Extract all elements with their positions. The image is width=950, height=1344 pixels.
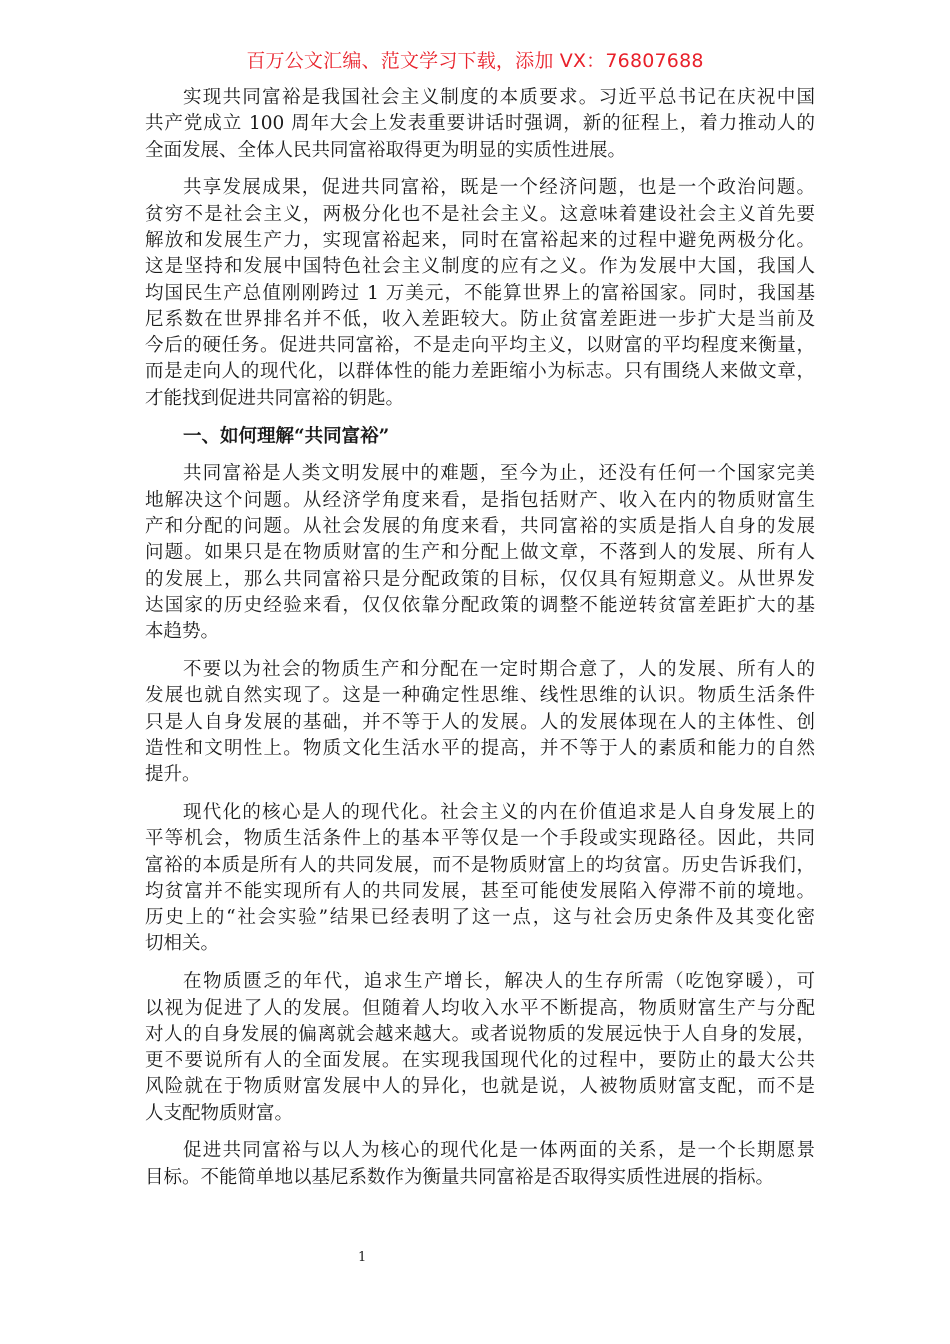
- text-line: 均国民生产总值刚刚跨过 1 万美元，不能算世界上的富裕国家。同时，我国基: [145, 282, 815, 304]
- text-line: 均贫富并不能实现所有人的共同发展，甚至可能使发展陷入停滞不前的境地。: [145, 880, 815, 902]
- text-line: 解放和发展生产力，实现富裕起来，同时在富裕起来的过程中避免两极分化。: [145, 229, 815, 251]
- text-line: 的发展上，那么共同富裕只是分配政策的目标，仅仅具有短期意义。从世界发: [145, 568, 815, 590]
- paragraph: [145, 969, 815, 1127]
- text-line: 尼系数在世界排名并不低，收入差距较大。防止贫富差距进一步扩大是当前及: [145, 308, 815, 330]
- paragraph: [145, 800, 815, 958]
- text-line: 才能找到促进共同富裕的钥匙。: [145, 387, 405, 409]
- paragraph: [145, 657, 815, 788]
- text-line: 人支配物质财富。: [145, 1102, 294, 1124]
- text-line: 现代化的核心是人的现代化。社会主义的内在价值追求是人自身发展上的: [183, 801, 815, 823]
- text-line: 只是人自身发展的基础，并不等于人的发展。人的发展体现在人的主体性、创: [145, 711, 815, 733]
- text-line: 造性和文明性上。物质文化生活水平的提高，并不等于人的素质和能力的自然: [145, 737, 815, 759]
- paragraph: [145, 175, 815, 412]
- text-line: 对人的自身发展的偏离就会越来越大。或者说物质的发展远快于人自身的发展，: [145, 1023, 815, 1045]
- text-line: 本趋势。: [145, 621, 220, 643]
- text-line: 发展也就自然实现了。这是一种确定性思维、线性思维的认识。物质生活条件: [145, 685, 815, 707]
- text-line: 产和分配的问题。从社会发展的角度来看，共同富裕的实质是指人自身的发展: [145, 515, 815, 537]
- page-number: 1: [358, 1250, 367, 1265]
- text-line: 共享发展成果，促进共同富裕，既是一个经济问题，也是一个政治问题。: [183, 177, 815, 199]
- text-line: 历史上的“社会实验”结果已经表明了这一点，这与社会历史条件及其变化密: [145, 907, 815, 929]
- text-line: 提升。: [145, 764, 201, 786]
- text-line: 一、如何理解“共同富裕”: [183, 425, 390, 447]
- text-line: 更不要说所有人的全面发展。在实现我国现代化的过程中，要防止的最大公共: [145, 1050, 815, 1072]
- document-body: [145, 85, 815, 1203]
- text-line: 富裕的本质是所有人的共同发展，而不是物质财富上的均贫富。历史告诉我们，: [145, 854, 815, 876]
- text-line: 共同富裕是人类文明发展中的难题，至今为止，还没有任何一个国家完美: [183, 463, 815, 485]
- text-line: 目标。不能简单地以基尼系数作为衡量共同富裕是否取得实质性进展的指标。: [145, 1166, 775, 1188]
- text-line: 切相关。: [145, 933, 220, 955]
- text-line: 达国家的历史经验来看，仅仅依靠分配政策的调整不能逆转贫富差距扩大的基: [145, 594, 815, 616]
- text-line: 风险就在于物质财富发展中人的异化，也就是说，人被物质财富支配，而不是: [145, 1076, 815, 1098]
- text-line: 共产党成立 100 周年大会上发表重要讲话时强调，新的征程上，着力推动人的: [145, 113, 815, 135]
- download-banner: 百万公文汇编、范文学习下载，添加 VX：76807688: [246, 50, 704, 72]
- section-heading: [145, 424, 815, 450]
- text-line: 贫穷不是社会主义，两极分化也不是社会主义。这意味着建设社会主义首先要: [145, 203, 815, 225]
- text-line: 全面发展、全体人民共同富裕取得更为明显的实质性进展。: [145, 139, 627, 161]
- text-line: 这是坚持和发展中国特色社会主义制度的应有之义。作为发展中大国，我国人: [145, 256, 815, 278]
- text-line: 而是走向人的现代化，以群体性的能力差距缩小为标志。只有围绕人来做文章，: [145, 361, 815, 383]
- text-line: 实现共同富裕是我国社会主义制度的本质要求。习近平总书记在庆祝中国: [183, 87, 815, 108]
- text-line: 在物质匮乏的年代，追求生产增长，解决人的生存所需（吃饱穿暖），可: [183, 971, 815, 993]
- text-line: 不要以为社会的物质生产和分配在一定时期合意了，人的发展、所有人的: [183, 658, 815, 680]
- paragraph: [145, 85, 815, 164]
- text-line: 平等机会，物质生活条件上的基本平等仅是一个手段或实现路径。因此，共同: [145, 828, 815, 850]
- text-line: 问题。如果只是在物质财富的生产和分配上做文章，不落到人的发展、所有人: [145, 542, 815, 564]
- text-line: 地解决这个问题。从经济学角度来看，是指包括财产、收入在内的物质财富生: [145, 489, 815, 511]
- text-line: 促进共同富裕与以人为核心的现代化是一体两面的关系，是一个长期愿景: [183, 1140, 815, 1162]
- paragraph: [145, 1138, 815, 1191]
- text-line: 今后的硬任务。促进共同富裕，不是走向平均主义，以财富的平均程度来衡量，: [145, 335, 815, 357]
- paragraph: [145, 461, 815, 645]
- text-line: 以视为促进了人的发展。但随着人均收入水平不断提高，物质财富生产与分配: [145, 997, 815, 1019]
